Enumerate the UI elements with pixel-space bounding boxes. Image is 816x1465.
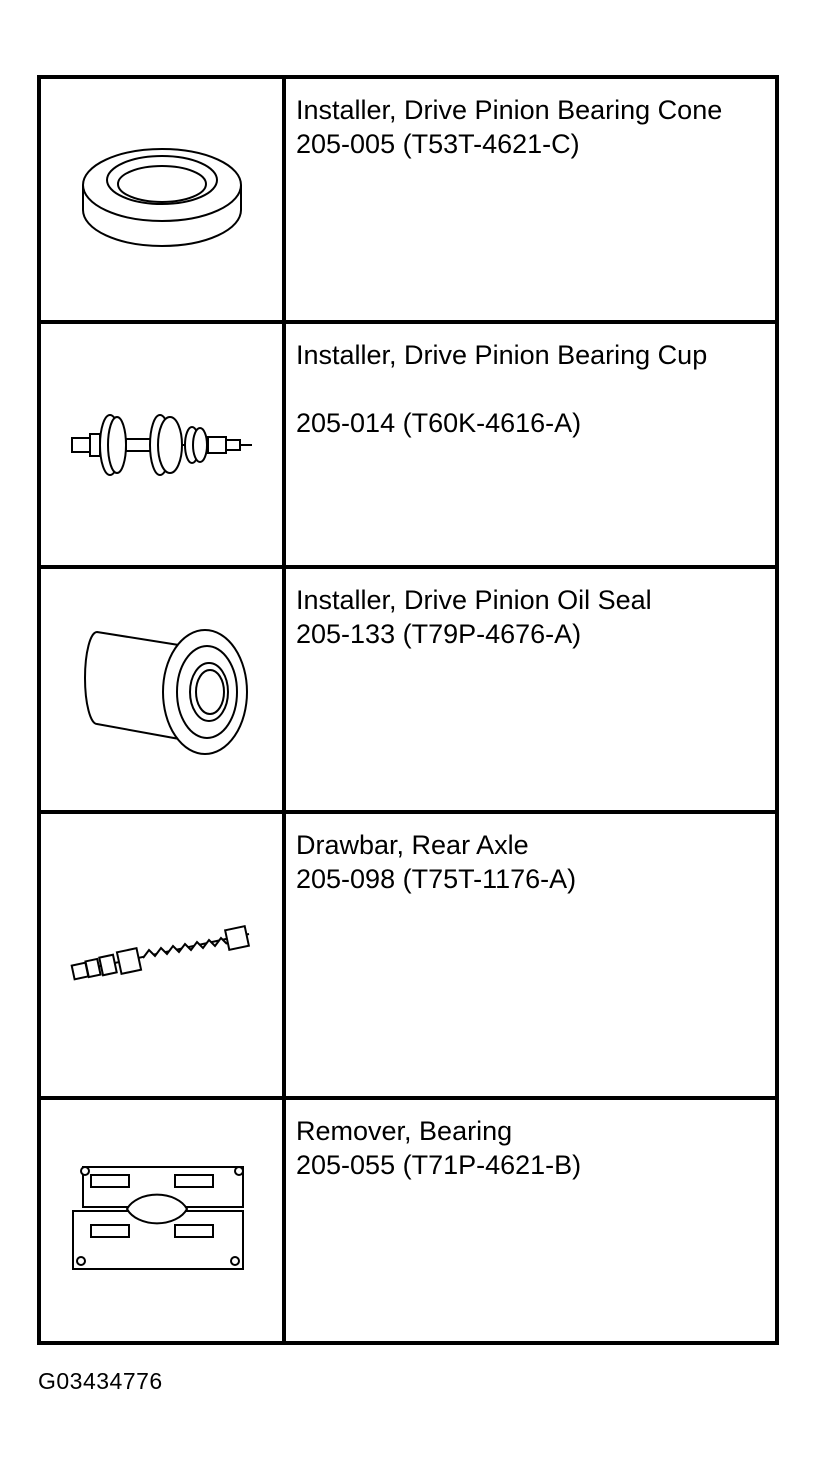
tool-description xyxy=(286,814,775,1096)
special-tools-table xyxy=(37,75,779,1345)
figure-id: G03434776 xyxy=(38,1368,163,1394)
tool-name: Installer, Drive Pinion Oil Seal xyxy=(296,585,652,615)
tool-description xyxy=(286,79,775,320)
bearing-remover-icon xyxy=(67,1161,257,1281)
tool-image-cell xyxy=(41,79,286,320)
tool-image-cell xyxy=(41,324,286,565)
bearing-cup-installer-icon xyxy=(62,405,262,485)
bearing-cone-installer-icon xyxy=(77,140,247,260)
tool-name: Installer, Drive Pinion Bearing Cone xyxy=(296,95,723,125)
tool-description xyxy=(286,324,775,565)
tool-description xyxy=(286,1100,775,1341)
tool-number: 205-014 (T60K-4616-A) xyxy=(296,408,582,438)
tool-description xyxy=(286,569,775,810)
tool-row xyxy=(41,814,775,1100)
tool-number: 205-133 (T79P-4676-A) xyxy=(296,619,582,649)
tool-row xyxy=(41,1100,775,1341)
tool-name: Remover, Bearing xyxy=(296,1116,513,1146)
tool-number: 205-055 (T71P-4621-B) xyxy=(296,1150,582,1180)
drawbar-icon xyxy=(67,920,257,990)
tool-row xyxy=(41,324,775,569)
tool-row xyxy=(41,79,775,324)
tool-image-cell xyxy=(41,1100,286,1341)
tool-image-cell xyxy=(41,569,286,810)
tool-name: Installer, Drive Pinion Bearing Cup xyxy=(296,340,708,370)
tool-number: 205-098 (T75T-1176-A) xyxy=(296,864,577,894)
tool-row xyxy=(41,569,775,814)
tool-image-cell xyxy=(41,814,286,1096)
tool-number: 205-005 (T53T-4621-C) xyxy=(296,129,580,159)
tool-name: Drawbar, Rear Axle xyxy=(296,830,529,860)
oil-seal-installer-icon xyxy=(67,620,257,760)
